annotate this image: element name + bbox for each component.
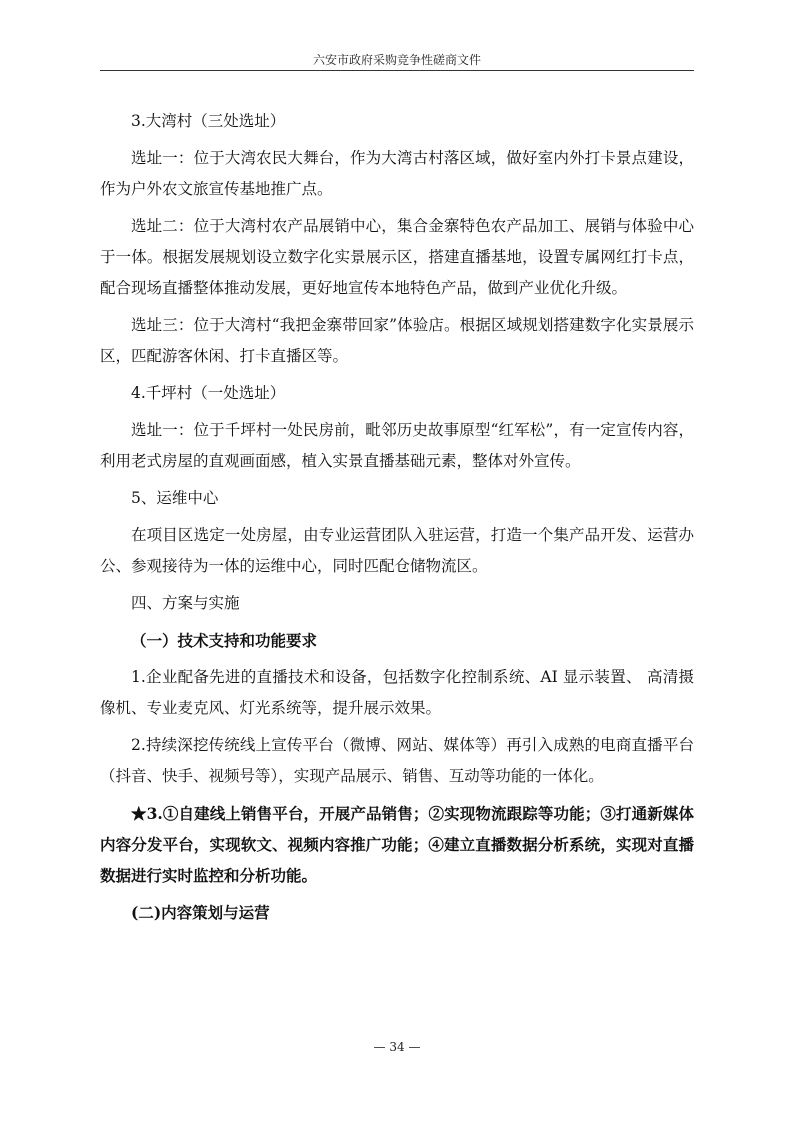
header-divider xyxy=(100,70,694,71)
heading-plan-implementation: 四、方案与实施 xyxy=(131,594,240,612)
paragraph-site-two: 选址二：位于大湾村农产品展销中心，集合金寨特色农产品加工、展销与体验中心于一体。根据发展规划设立数字化实景展示区，搭建直播基地，设置专属网红打卡点，配合现场直播整体推动发展，更好地宣传本地特色产品，做到产业优化升级。 xyxy=(100,217,694,297)
paragraph-operations-center: 在项目区选定一处房屋，由专业运营团队入驻运营，打造一个集产品开发、运营办公、参观接待为一体的运维中心，同时匹配仓储物流区。 xyxy=(100,526,694,575)
paragraph-requirement-2: 2.持续深挖传统线上宣传平台（微博、网站、媒体等）再引入成熟的电商直播平台（抖音、快手、视频号等），实现产品展示、销售、互动等功能的一体化。 xyxy=(100,736,694,785)
paragraph-requirement-1: 1.企业配备先进的直播技术和设备，包括数字化控制系统、AI 显示装置、 高清摄像机、专业麦克风、灯光系统等，提升展示效果。 xyxy=(100,668,694,717)
page-number: — 34 — xyxy=(373,1040,421,1054)
heading-content-planning: (二)内容策划与运营 xyxy=(131,903,270,922)
heading-tech-support: （一）技术支持和功能要求 xyxy=(131,631,318,650)
document-header: 六安市政府采购竞争性磋商文件 xyxy=(312,53,481,67)
heading-qianping-village: 4.千坪村（一处选址） xyxy=(131,384,286,402)
heading-dawan-village: 3.大湾村（三处选址） xyxy=(131,112,286,130)
paragraph-site-three: 选址三：位于大湾村“我把金寨带回家”体验店。根据区域规划搭建数字化实景展示区，匹配游客休闲、打卡直播区等。 xyxy=(100,316,694,365)
paragraph-site-one: 选址一：位于大湾农民大舞台，作为大湾古村落区域，做好室内外打卡景点建设，作为户外农文旅宣传基地推广点。 xyxy=(100,149,694,198)
paragraph-requirement-3-starred: ★3.①自建线上销售平台，开展产品销售；②实现物流跟踪等功能；③打通新媒体内容分发平台，实现软文、视频内容推广功能；④建立直播数据分析系统，实现对直播数据进行实时监控和分析功能。 xyxy=(100,804,694,885)
paragraph-qianping-site-one: 选址一：位于千坪村一处民房前，毗邻历史故事原型“红军松”，有一定宣传内容，利用老式房屋的直观画面感，植入实景直播基础元素，整体对外宣传。 xyxy=(100,421,694,470)
heading-operations-center: 5、运维中心 xyxy=(131,489,219,507)
document-body xyxy=(100,106,694,934)
